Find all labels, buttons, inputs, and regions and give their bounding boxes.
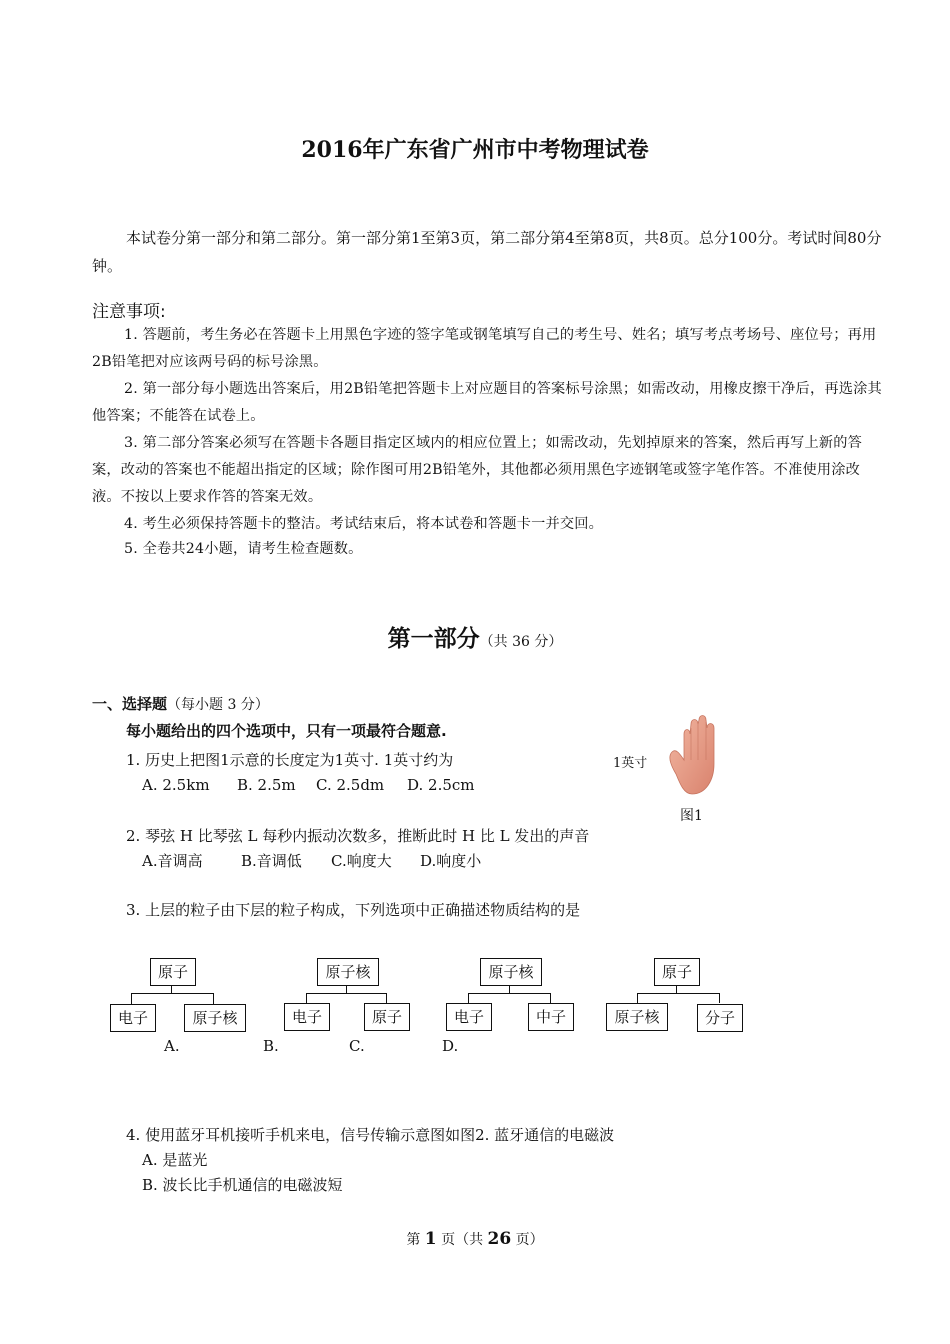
q3c-connector <box>509 985 510 993</box>
q3d-right-box: 分子 <box>697 1004 743 1032</box>
q3c-top-box: 原子核 <box>480 958 542 986</box>
q4-option-b: B. 波长比手机通信的电磁波短 <box>142 1176 343 1194</box>
q3a-left-box: 电子 <box>110 1004 156 1032</box>
notice-item-5: 5. 全卷共24小题，请考生检查题数。 <box>124 541 363 557</box>
intro-paragraph: 本试卷分第一部分和第二部分。第一部分第1至第3页，第二部分第4至第8页，共8页。总分100分。考试时间80分钟。 <box>92 229 882 275</box>
q2-option-c: C.响度大 <box>331 852 392 870</box>
section1-heading <box>92 693 269 714</box>
notice-heading: 注意事项: <box>92 302 166 322</box>
q3d-left-box: 原子核 <box>606 1003 668 1031</box>
q3a-branch <box>131 993 213 994</box>
footer-post: 页） <box>511 1232 544 1248</box>
q1-option-d: D. 2.5cm <box>407 776 475 794</box>
q3b-left-leg <box>306 993 307 1003</box>
q3c-right-box: 中子 <box>528 1003 574 1031</box>
footer-total-pages: 26 <box>487 1229 512 1249</box>
q3b-branch <box>306 993 386 994</box>
q3d-label: D. <box>442 1037 459 1055</box>
q3a-right-box: 原子核 <box>184 1004 246 1032</box>
q3a-right-leg <box>213 993 214 1004</box>
part1-title-text: 第一部分 <box>387 625 480 652</box>
q3b-left-box: 电子 <box>284 1003 330 1031</box>
q3d-left-leg <box>637 993 638 1003</box>
q3b-right-box: 原子 <box>364 1003 410 1031</box>
q4-option-a: A. 是蓝光 <box>142 1151 208 1169</box>
footer-mid: 页（共 <box>436 1232 488 1248</box>
q2-stem: 2. 琴弦 H 比琴弦 L 每秒内振动次数多，推断此时 H 比 L 发出的声音 <box>126 827 590 845</box>
q3d-right-leg <box>719 993 720 1003</box>
footer-pre: 第 <box>406 1232 425 1248</box>
q4-stem: 4. 使用蓝牙耳机接听手机来电，信号传输示意图如图2. 蓝牙通信的电磁波 <box>126 1126 615 1144</box>
q3c-label: C. <box>349 1037 365 1055</box>
q1-option-b: B. 2.5m <box>237 776 296 794</box>
q3c-right-leg <box>550 993 551 1003</box>
notice-item-2: 2. 第一部分每小题选出答案后，用2B铅笔把答题卡上对应题目的答案标号涂黑；如需改动，用橡皮擦干净后，再选涂其他答案；不能答在试卷上。 <box>92 381 882 424</box>
hand-figure-image <box>662 714 724 796</box>
page-footer <box>0 1229 950 1249</box>
q3d-branch <box>637 993 719 994</box>
footer-page-number: 1 <box>424 1229 437 1249</box>
q1-option-c: C. 2.5dm <box>316 776 385 794</box>
exam-title: 2016年广东省广州市中考物理试卷 <box>301 137 649 163</box>
q3c-left-box: 电子 <box>446 1003 492 1031</box>
q3a-top-box: 原子 <box>150 958 196 986</box>
q3c-branch <box>468 993 550 994</box>
q1-option-a: A. 2.5km <box>142 776 210 794</box>
section1-label: 一、选择题 <box>92 695 168 713</box>
q3b-right-leg <box>386 993 387 1003</box>
q3d-top-box: 原子 <box>654 958 700 986</box>
notice-item-3: 3. 第二部分答案必须写在答题卡各题目指定区域内的相应位置上；如需改动，先划掉原来的答案，然后再写上新的答案，改动的答案也不能超出指定的区域；除作图可用2B铅笔外，其他都必须用黑色字迹钢笔或签字笔作答。不准使用涂改液。不按以上要求作答的答案无效。 <box>92 435 863 505</box>
section1-instruction: 每小题给出的四个选项中，只有一项最符合题意. <box>126 722 447 740</box>
q3a-label: A. <box>164 1037 180 1055</box>
q2-option-a: A.音调高 <box>142 852 203 870</box>
figure1-inch-label: 1英寸 <box>613 756 648 771</box>
q3a-connector <box>171 985 172 993</box>
q3-stem: 3. 上层的粒子由下层的粒子构成，下列选项中正确描述物质结构的是 <box>126 901 581 919</box>
q2-option-d: D.响度小 <box>420 852 482 870</box>
notice-item-1: 1. 答题前，考生务必在答题卡上用黑色字迹的签字笔或钢笔填写自己的考生号、姓名；填写考点考场号、座位号；再用2B铅笔把对应该两号码的标号涂黑。 <box>92 327 877 370</box>
part1-title <box>0 620 950 653</box>
q3b-top-box: 原子核 <box>317 958 379 986</box>
q2-option-b: B.音调低 <box>241 852 302 870</box>
q3c-left-leg <box>468 993 469 1003</box>
q3b-connector <box>346 985 347 993</box>
figure1-caption: 图1 <box>680 808 703 824</box>
q3d-connector <box>676 985 677 993</box>
section1-note: （每小题 3 分） <box>167 697 269 713</box>
q3a-left-leg <box>131 993 132 1004</box>
q1-stem: 1. 历史上把图1示意的长度定为1英寸. 1英寸约为 <box>126 751 454 769</box>
q3b-label: B. <box>263 1037 279 1055</box>
notice-item-4: 4. 考生必须保持答题卡的整洁。考试结束后，将本试卷和答题卡一并交回。 <box>124 516 604 532</box>
part1-subtitle: （共 36 分） <box>479 634 563 650</box>
